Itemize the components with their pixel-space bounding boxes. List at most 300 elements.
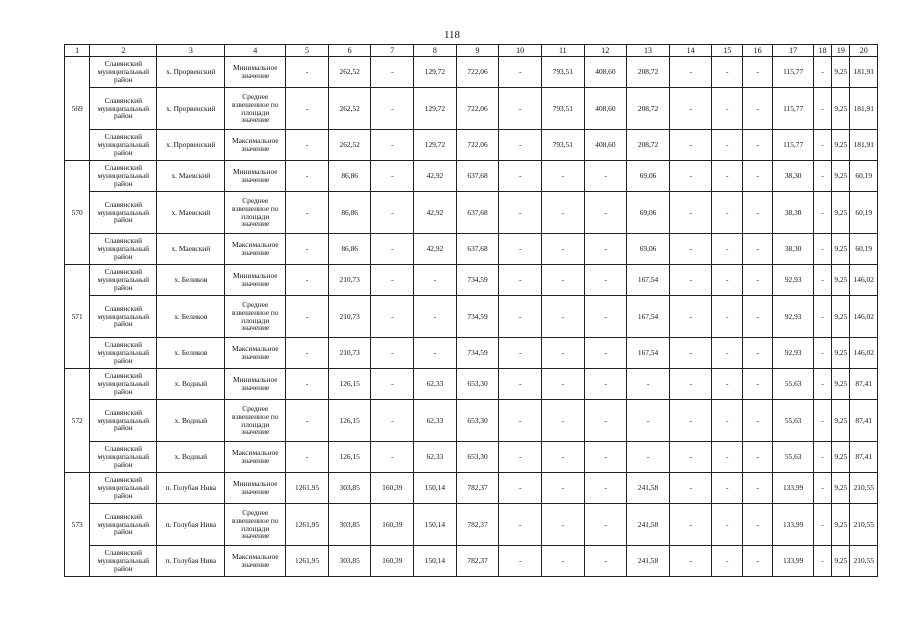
value-cell: - (541, 504, 584, 546)
value-cell: - (499, 192, 542, 234)
value-kind-cell: Среднее взвешенное по площади значение (225, 192, 286, 234)
value-cell: - (371, 130, 414, 161)
value-kind-cell: Минимальное значение (225, 161, 286, 192)
column-header: 15 (712, 45, 742, 57)
value-cell: 55,63 (773, 400, 814, 442)
value-cell: - (414, 265, 457, 296)
value-cell: - (669, 400, 712, 442)
value-cell: 303,85 (328, 546, 371, 577)
value-cell: 42,92 (414, 161, 457, 192)
value-cell: - (669, 504, 712, 546)
value-cell: 208,72 (627, 130, 670, 161)
value-cell: 9,25 (832, 546, 850, 577)
value-cell: - (286, 234, 329, 265)
value-cell: - (541, 265, 584, 296)
value-cell: 793,51 (541, 88, 584, 130)
value-cell: - (584, 296, 627, 338)
value-cell: 1261,95 (286, 546, 329, 577)
value-cell: - (286, 192, 329, 234)
data-table (64, 44, 878, 577)
value-cell: 9,25 (832, 130, 850, 161)
value-cell: - (371, 265, 414, 296)
value-cell: 115,77 (773, 88, 814, 130)
table-row (65, 234, 878, 265)
settlement-cell: х. Водный (157, 369, 225, 400)
value-cell: - (669, 546, 712, 577)
value-cell: 782,37 (456, 473, 499, 504)
value-cell: - (414, 296, 457, 338)
value-cell: - (813, 161, 831, 192)
table-row (65, 130, 878, 161)
value-cell: 62,33 (414, 400, 457, 442)
value-cell: 160,39 (371, 546, 414, 577)
value-cell: 146,02 (850, 338, 878, 369)
value-cell: - (584, 234, 627, 265)
value-cell: - (541, 296, 584, 338)
value-cell: - (541, 473, 584, 504)
value-cell: - (499, 400, 542, 442)
value-cell: 210,73 (328, 265, 371, 296)
value-cell: - (541, 442, 584, 473)
value-cell: - (541, 546, 584, 577)
value-cell: - (742, 265, 772, 296)
value-cell: - (712, 88, 742, 130)
value-cell: - (742, 192, 772, 234)
value-cell: - (371, 400, 414, 442)
value-cell: - (669, 473, 712, 504)
value-cell: - (499, 234, 542, 265)
value-cell: 262,52 (328, 88, 371, 130)
value-cell: - (813, 192, 831, 234)
value-cell: - (813, 338, 831, 369)
column-header: 1 (65, 45, 90, 57)
value-cell: - (742, 400, 772, 442)
value-cell: - (286, 265, 329, 296)
municipality-cell: Славянский муниципальный район (90, 473, 157, 504)
value-cell: - (499, 161, 542, 192)
column-header: 17 (773, 45, 814, 57)
value-cell: - (371, 338, 414, 369)
table-row (65, 442, 878, 473)
value-cell: 133,99 (773, 546, 814, 577)
value-cell: - (669, 338, 712, 369)
value-kind-cell: Среднее взвешенное по площади значение (225, 296, 286, 338)
column-header: 6 (328, 45, 371, 57)
table-body (65, 57, 878, 577)
value-cell: 208,72 (627, 88, 670, 130)
table-row (65, 296, 878, 338)
value-kind-cell: Среднее взвешенное по площади значение (225, 504, 286, 546)
value-cell: - (669, 369, 712, 400)
value-cell: 62,33 (414, 442, 457, 473)
value-cell: - (712, 473, 742, 504)
value-cell: 167,54 (627, 265, 670, 296)
value-cell: 38,30 (773, 161, 814, 192)
value-cell: 637,68 (456, 234, 499, 265)
value-cell: 637,68 (456, 192, 499, 234)
value-cell: - (499, 369, 542, 400)
value-cell: - (627, 442, 670, 473)
column-header: 3 (157, 45, 225, 57)
municipality-cell: Славянский муниципальный район (90, 369, 157, 400)
settlement-cell: п. Голубая Нива (157, 473, 225, 504)
value-cell: 86,86 (328, 192, 371, 234)
value-cell: - (371, 192, 414, 234)
value-cell: - (286, 296, 329, 338)
value-cell: 129,72 (414, 88, 457, 130)
value-cell: 42,92 (414, 234, 457, 265)
value-cell: 9,25 (832, 504, 850, 546)
table-row (65, 265, 878, 296)
value-cell: - (584, 400, 627, 442)
value-cell: 408,60 (584, 57, 627, 88)
settlement-cell: х. Маевский (157, 234, 225, 265)
value-cell: 92,93 (773, 296, 814, 338)
value-cell: 62,33 (414, 369, 457, 400)
value-cell: - (584, 265, 627, 296)
value-cell: - (813, 369, 831, 400)
value-cell: - (712, 296, 742, 338)
value-cell: - (813, 400, 831, 442)
row-number-cell: 572 (65, 369, 90, 473)
value-cell: - (541, 234, 584, 265)
value-cell: 793,51 (541, 57, 584, 88)
municipality-cell: Славянский муниципальный район (90, 234, 157, 265)
municipality-cell: Славянский муниципальный район (90, 504, 157, 546)
value-cell: - (414, 338, 457, 369)
value-cell: - (499, 546, 542, 577)
settlement-cell: х. Беликов (157, 265, 225, 296)
municipality-cell: Славянский муниципальный район (90, 57, 157, 88)
value-cell: - (371, 234, 414, 265)
value-kind-cell: Среднее взвешенное по площади значение (225, 88, 286, 130)
value-cell: - (499, 296, 542, 338)
municipality-cell: Славянский муниципальный район (90, 546, 157, 577)
value-kind-cell: Максимальное значение (225, 234, 286, 265)
table-row (65, 546, 878, 577)
municipality-cell: Славянский муниципальный район (90, 130, 157, 161)
value-cell: 653,30 (456, 369, 499, 400)
value-cell: - (499, 338, 542, 369)
value-cell: - (742, 473, 772, 504)
value-cell: - (371, 57, 414, 88)
municipality-cell: Славянский муниципальный район (90, 296, 157, 338)
column-header: 12 (584, 45, 627, 57)
column-header: 5 (286, 45, 329, 57)
value-cell: 9,25 (832, 473, 850, 504)
value-cell: - (499, 265, 542, 296)
value-cell: - (712, 338, 742, 369)
settlement-cell: х. Беликов (157, 296, 225, 338)
value-cell: - (499, 88, 542, 130)
column-header: 11 (541, 45, 584, 57)
settlement-cell: х. Прорвенский (157, 88, 225, 130)
value-cell: - (541, 400, 584, 442)
column-header: 7 (371, 45, 414, 57)
settlement-cell: х. Прорвенский (157, 57, 225, 88)
column-header: 2 (90, 45, 157, 57)
table-row (65, 338, 878, 369)
settlement-cell: х. Водный (157, 400, 225, 442)
value-cell: - (499, 57, 542, 88)
value-cell: - (813, 57, 831, 88)
value-cell: - (669, 442, 712, 473)
page-number: 118 (443, 29, 461, 41)
value-cell: - (286, 369, 329, 400)
value-cell: - (813, 504, 831, 546)
column-header: 20 (850, 45, 878, 57)
table-row (65, 192, 878, 234)
value-cell: 9,25 (832, 296, 850, 338)
value-cell: 133,99 (773, 473, 814, 504)
value-cell: - (712, 130, 742, 161)
value-cell: 69,06 (627, 161, 670, 192)
value-cell: 722,06 (456, 130, 499, 161)
municipality-cell: Славянский муниципальный район (90, 88, 157, 130)
value-cell: 9,25 (832, 57, 850, 88)
value-cell: - (584, 369, 627, 400)
value-cell: 92,93 (773, 338, 814, 369)
settlement-cell: х. Водный (157, 442, 225, 473)
value-cell: - (712, 192, 742, 234)
value-kind-cell: Максимальное значение (225, 546, 286, 577)
value-cell: - (541, 192, 584, 234)
column-header: 19 (832, 45, 850, 57)
value-cell: 86,86 (328, 234, 371, 265)
table-row (65, 57, 878, 88)
value-cell: 782,37 (456, 504, 499, 546)
value-cell: - (584, 546, 627, 577)
value-cell: - (286, 442, 329, 473)
row-number-cell: 569 (65, 57, 90, 161)
value-kind-cell: Максимальное значение (225, 130, 286, 161)
value-cell: 637,68 (456, 161, 499, 192)
value-cell: - (371, 369, 414, 400)
value-cell: - (712, 161, 742, 192)
value-cell: - (742, 296, 772, 338)
value-cell: - (584, 504, 627, 546)
settlement-cell: х. Прорвенский (157, 130, 225, 161)
value-cell: - (712, 504, 742, 546)
table-row (65, 369, 878, 400)
value-cell: - (813, 296, 831, 338)
value-cell: 38,30 (773, 192, 814, 234)
value-cell: 9,25 (832, 369, 850, 400)
value-cell: 115,77 (773, 130, 814, 161)
value-cell: 167,54 (627, 338, 670, 369)
value-cell: 181,91 (850, 88, 878, 130)
column-header: 16 (742, 45, 772, 57)
value-cell: 86,86 (328, 161, 371, 192)
value-cell: - (371, 161, 414, 192)
value-cell: - (584, 338, 627, 369)
value-cell: 262,52 (328, 57, 371, 88)
settlement-cell: п. Голубая Нива (157, 546, 225, 577)
value-cell: 129,72 (414, 130, 457, 161)
value-cell: 722,06 (456, 88, 499, 130)
municipality-cell: Славянский муниципальный район (90, 265, 157, 296)
value-cell: 210,73 (328, 338, 371, 369)
value-cell: - (286, 161, 329, 192)
value-cell: 1261,95 (286, 504, 329, 546)
value-cell: 210,55 (850, 504, 878, 546)
value-cell: 55,63 (773, 442, 814, 473)
value-cell: 241,58 (627, 473, 670, 504)
settlement-cell: х. Беликов (157, 338, 225, 369)
value-cell: 303,85 (328, 473, 371, 504)
value-cell: 167,54 (627, 296, 670, 338)
municipality-cell: Славянский муниципальный район (90, 338, 157, 369)
value-cell: - (499, 442, 542, 473)
value-cell: 210,55 (850, 473, 878, 504)
value-cell: 160,39 (371, 473, 414, 504)
value-cell: - (286, 400, 329, 442)
value-cell: 241,58 (627, 504, 670, 546)
value-cell: - (742, 442, 772, 473)
value-cell: 734,59 (456, 296, 499, 338)
value-cell: 87,41 (850, 442, 878, 473)
value-cell: 9,25 (832, 265, 850, 296)
value-cell: 38,30 (773, 234, 814, 265)
value-cell: 653,30 (456, 400, 499, 442)
value-cell: 208,72 (627, 57, 670, 88)
value-cell: - (742, 234, 772, 265)
municipality-cell: Славянский муниципальный район (90, 442, 157, 473)
value-cell: - (286, 130, 329, 161)
value-cell: - (669, 130, 712, 161)
column-header: 10 (499, 45, 542, 57)
value-kind-cell: Минимальное значение (225, 369, 286, 400)
column-header: 14 (669, 45, 712, 57)
municipality-cell: Славянский муниципальный район (90, 400, 157, 442)
value-cell: - (371, 88, 414, 130)
value-cell: - (742, 161, 772, 192)
value-cell: - (813, 473, 831, 504)
value-cell: - (627, 400, 670, 442)
value-cell: 160,39 (371, 504, 414, 546)
value-cell: - (712, 442, 742, 473)
value-cell: - (813, 234, 831, 265)
value-cell: - (669, 88, 712, 130)
value-cell: 734,59 (456, 338, 499, 369)
value-cell: 9,25 (832, 88, 850, 130)
value-cell: 408,60 (584, 130, 627, 161)
table-row (65, 473, 878, 504)
column-header: 18 (813, 45, 831, 57)
value-cell: - (712, 546, 742, 577)
table-row (65, 88, 878, 130)
column-header: 9 (456, 45, 499, 57)
value-cell: 133,99 (773, 504, 814, 546)
table-row (65, 504, 878, 546)
value-cell: - (286, 88, 329, 130)
column-header: 8 (414, 45, 457, 57)
value-cell: 126,15 (328, 442, 371, 473)
value-cell: - (584, 442, 627, 473)
value-cell: 9,25 (832, 442, 850, 473)
value-cell: 262,52 (328, 130, 371, 161)
value-cell: - (584, 192, 627, 234)
value-cell: - (669, 57, 712, 88)
value-cell: - (712, 57, 742, 88)
value-cell: - (742, 57, 772, 88)
value-kind-cell: Минимальное значение (225, 473, 286, 504)
row-number-cell: 571 (65, 265, 90, 369)
value-cell: 9,25 (832, 338, 850, 369)
value-cell: - (669, 192, 712, 234)
value-cell: 60,19 (850, 192, 878, 234)
value-cell: 150,14 (414, 473, 457, 504)
value-cell: 653,30 (456, 442, 499, 473)
value-cell: - (742, 130, 772, 161)
value-cell: 126,15 (328, 400, 371, 442)
value-cell: - (286, 338, 329, 369)
value-kind-cell: Минимальное значение (225, 57, 286, 88)
value-cell: - (669, 296, 712, 338)
value-cell: 69,06 (627, 192, 670, 234)
value-cell: 241,58 (627, 546, 670, 577)
value-cell: - (584, 161, 627, 192)
value-cell: 42,92 (414, 192, 457, 234)
value-kind-cell: Максимальное значение (225, 442, 286, 473)
value-cell: 782,37 (456, 546, 499, 577)
municipality-cell: Славянский муниципальный район (90, 192, 157, 234)
table-row (65, 400, 878, 442)
value-cell: 9,25 (832, 161, 850, 192)
value-cell: - (813, 265, 831, 296)
value-cell: 60,19 (850, 161, 878, 192)
value-cell: 210,55 (850, 546, 878, 577)
settlement-cell: х. Маевский (157, 161, 225, 192)
value-cell: - (813, 546, 831, 577)
column-header: 13 (627, 45, 670, 57)
settlement-cell: х. Маевский (157, 192, 225, 234)
value-cell: - (669, 161, 712, 192)
value-cell: - (541, 369, 584, 400)
value-cell: - (669, 234, 712, 265)
header-row (65, 45, 878, 57)
value-cell: - (742, 338, 772, 369)
value-cell: - (712, 400, 742, 442)
value-cell: 69,06 (627, 234, 670, 265)
value-cell: 181,91 (850, 57, 878, 88)
value-cell: - (627, 369, 670, 400)
value-cell: 734,59 (456, 265, 499, 296)
table-row (65, 161, 878, 192)
value-cell: - (499, 504, 542, 546)
value-cell: - (712, 265, 742, 296)
value-cell: 87,41 (850, 369, 878, 400)
value-cell: - (371, 296, 414, 338)
settlement-cell: п. Голубая Нива (157, 504, 225, 546)
value-cell: 9,25 (832, 400, 850, 442)
value-cell: 210,73 (328, 296, 371, 338)
value-cell: 1261,95 (286, 473, 329, 504)
value-cell: - (813, 130, 831, 161)
value-cell: 60,19 (850, 234, 878, 265)
value-cell: 92,93 (773, 265, 814, 296)
value-cell: - (742, 546, 772, 577)
value-cell: - (286, 57, 329, 88)
value-cell: - (813, 442, 831, 473)
value-cell: 150,14 (414, 546, 457, 577)
value-cell: - (371, 442, 414, 473)
value-cell: - (742, 369, 772, 400)
value-cell: 722,06 (456, 57, 499, 88)
value-cell: - (541, 338, 584, 369)
value-cell: 146,02 (850, 265, 878, 296)
value-cell: - (669, 265, 712, 296)
